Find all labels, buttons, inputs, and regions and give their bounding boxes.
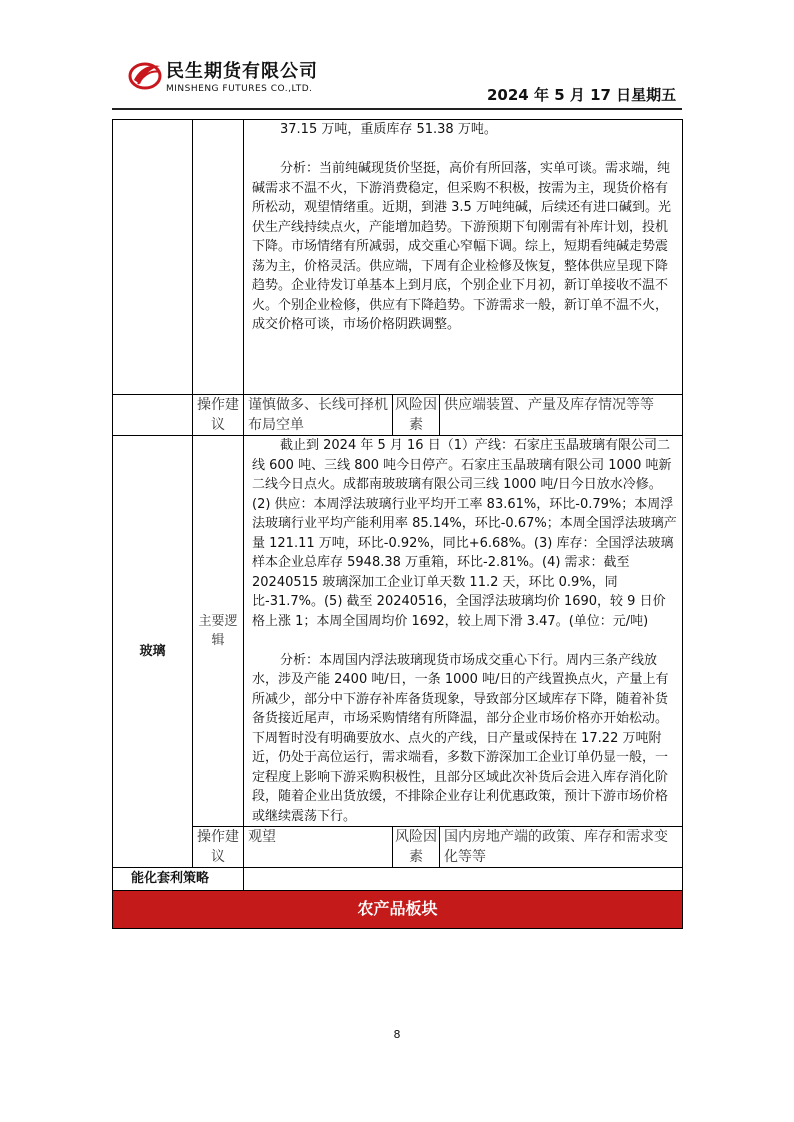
- strategy-content: [244, 868, 683, 891]
- glass-op-label: 操作建议: [193, 827, 244, 868]
- section-header-row: [113, 890, 683, 928]
- soda-inventory-text: 37.15 万吨，重质库存 51.38 万吨。: [280, 122, 497, 137]
- soda-label-cell: [193, 120, 244, 395]
- soda-op-label: 操作建议: [193, 395, 244, 436]
- glass-op-text: 观望: [244, 827, 393, 868]
- section-title: 农产品板块: [113, 890, 683, 928]
- commodity-table: [112, 119, 683, 929]
- soda-risk-text: 供应端装置、产量及库存情况等等: [440, 395, 683, 436]
- glass-logic-row: [113, 436, 683, 827]
- glass-logic-content: [244, 436, 683, 827]
- soda-logic-content: [244, 120, 683, 395]
- soda-analysis-text: 分析：当前纯碱现货价坚挺，高价有所回落，实单可谈。需求端，纯碱需求不温不火，下游消费稳定，但采购不积极，按需为主，现货价格有所松动，观望情绪重。近期，到港 3.5 万吨纯碱，后续还有进口碱到。光伏生产线持续点火，产能增加趋势。下游预期下旬刚需有补库计划，投机下降。市场情绪有所减弱，成交重心窄幅下调。综上，短期看纯碱走势震荡为主，价格灵活。供应端，下周有企业检修及恢复，整体供应呈现下降趋势。企业待发订单基本上到月底，个别企业下月初，新订单接收不温不火。个别企业检修，供应有下降趋势。下游需求一般，新订单不温不火，成交价格可谈，市场价格阴跌调整。: [252, 161, 671, 332]
- report-date: 2024 年 5 月 17 日星期五: [487, 86, 677, 104]
- glass-risk-label: 风险因素: [393, 827, 440, 868]
- header-divider: [112, 108, 682, 110]
- glass-logic-label: 主要逻辑: [193, 436, 244, 827]
- soda-operation-row: [113, 395, 683, 436]
- glass-risk-text: 国内房地产端的政策、库存和需求变化等等: [440, 827, 683, 868]
- company-name-en: MINSHENG FUTURES CO.,LTD.: [166, 84, 313, 94]
- soda-op-text: 谨慎做多、长线可择机布局空单: [244, 395, 393, 436]
- soda-risk-label: 风险因素: [393, 395, 440, 436]
- glass-product-name: 玻璃: [113, 436, 193, 868]
- soda-logic-row: [113, 120, 683, 395]
- soda-product-cell: [113, 120, 193, 395]
- glass-analysis-text: 分析：本周国内浮法玻璃现货市场成交重心下行。周内三条产线放水，涉及产能 2400 吨/日，一条 1000 吨/日的产线置换点火，产量上有所减少，部分中下游存补库备货现象，导致部分区域库存下降，随着补货备货接近尾声，市场采购情绪有所降温，部分企业市场价格亦开始松动。下周暂时没有明确要放水、点火的产线，日产量或保持在 17.22 万吨附近，仍处于高位运行，需求端看，多数下游深加工企业订单仍显一般，一定程度上影响下游采购积极性，且部分区域此次补货后会进入库存消化阶段，随着企业出货放缓，不排除企业存让利优惠政策，预计下游市场价格或继续震荡下行。: [252, 652, 669, 824]
- page-header: [0, 0, 794, 112]
- glass-operation-row: [113, 827, 683, 868]
- strategy-label: 能化套利策略: [113, 868, 244, 891]
- page-number: 8: [393, 1028, 401, 1041]
- soda-op-product-cell: [113, 395, 193, 436]
- strategy-row: [113, 868, 683, 891]
- glass-logic-text: 截止到 2024 年 5 月 16 日（1）产线：石家庄玉晶玻璃有限公司二线 600 吨、三线 800 吨今日停产。石家庄玉晶玻璃有限公司 1000 吨新二线今日点火。成都南玻玻璃有限公司三线 1000 吨/日今日放水冷修。(2) 供应：本周浮法玻璃行业平均开工率 83.61%，环比-0.79%；本周浮法玻璃行业平均产能利用率 85.14%，环比-0.67%；本周全国浮法玻璃产量 121.11 万吨，环比-0.92%，同比+6.68%。(3) 库存：全国浮法玻璃样本企业总库存 5948.38 万重箱，环比-2.81%。(4) 需求：截至 20240515 玻璃深加工企业订单天数 11.2 天，环比 0.9%，同比-31.7%。(5) 截至 20240516，全国浮法玻璃均价 1690，较 9 日价格上涨 1；本周全国周均价 1692，较上周下滑 3.47。(单位：元/吨): [252, 438, 677, 629]
- company-name-cn: 民生期货有限公司: [166, 61, 318, 82]
- minsheng-logo-icon: [128, 58, 162, 92]
